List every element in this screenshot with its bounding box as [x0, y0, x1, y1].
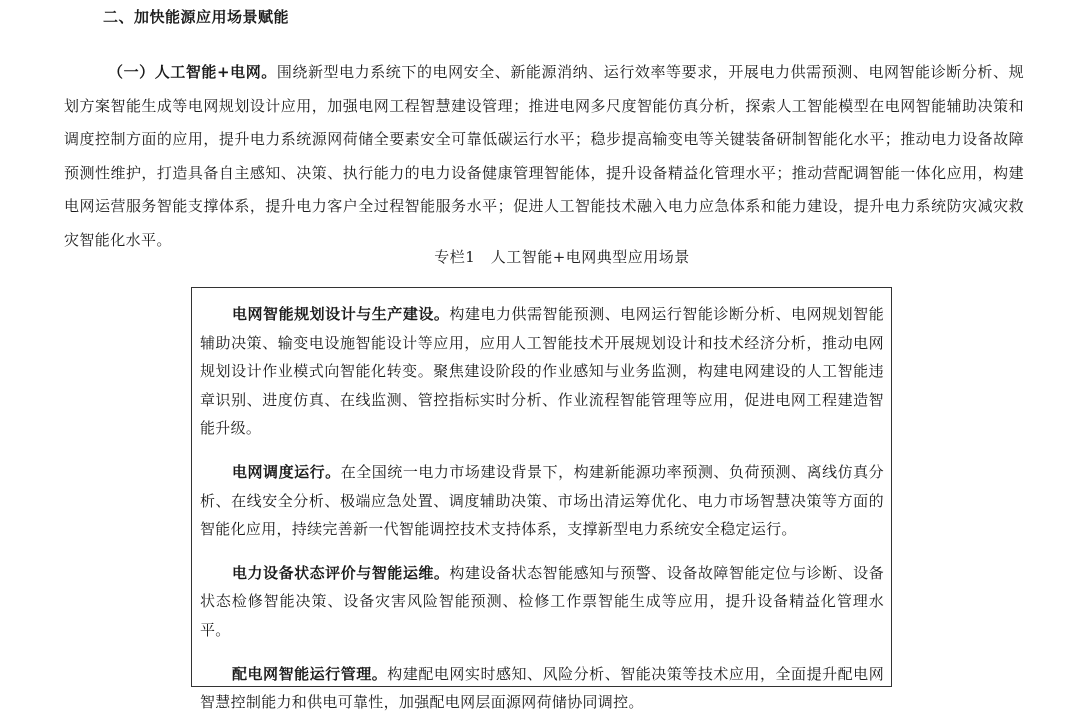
box-item-body: 构建设备状态智能感知与预警、设备故障智能定位与诊断、设备状态检修智能决策、设备灾害风险智能预测、检修工作票智能生成等应用，提升设备精益化管理水平。 — [200, 563, 885, 639]
box-item-lead: 电网调度运行。 — [232, 462, 341, 481]
box-item-grid-dispatch — [200, 458, 884, 544]
box-item-lead: 电力设备状态评价与智能运维。 — [232, 563, 450, 582]
box-item-lead: 配电网智能运行管理。 — [232, 664, 388, 683]
box-caption: 专栏1 人工智能+电网典型应用场景 — [434, 248, 690, 266]
feature-box — [191, 287, 892, 712]
section-heading: 二、加快能源应用场景赋能 — [103, 8, 290, 26]
box-item-body: 构建电力供需智能预测、电网运行智能诊断分析、电网规划智能辅助决策、输变电设施智能设计等应用，应用人工智能技术开展规划设计和技术经济分析，推动电网规划设计作业模式向智能化转变。聚焦建设阶段的作业感知与业务监测，构建电网建设的人工智能违章识别、进度仿真、在线监测、管控指标实时分析、作业流程智能管理等应用，促进电网工程建造智能升级。 — [200, 305, 885, 438]
box-item-equipment-maintenance — [200, 559, 884, 645]
paragraph-body: 围绕新型电力系统下的电网安全、新能源消纳、运行效率等要求，开展电力供需预测、电网智能诊断分析、规划方案智能生成等电网规划设计应用，加强电网工程智慧建设管理；推进电网多尺度智能仿真分析，探索人工智能模型在电网智能辅助决策和调度控制方面的应用，提升电力系统源网荷储全要素安全可靠低碳运行水平；稳步提高输变电等关键装备研制智能化水平；推动电力设备故障预测性维护，打造具备自主感知、决策、执行能力的电力设备健康管理智能体，提升设备精益化管理水平；推动营配调智能一体化应用，构建电网运营服务智能支撑体系，提升电力客户全过程智能服务水平；促进人工智能技术融入电力应急体系和能力建设，提升电力系统防灾减灾救灾智能化水平。 — [64, 63, 1024, 249]
box-item-lead: 电网智能规划设计与生产建设。 — [232, 305, 450, 323]
section-paragraph — [64, 56, 1024, 258]
paragraph-lead: （一）人工智能+电网。 — [108, 63, 277, 81]
box-item-distribution-network — [200, 660, 884, 717]
box-item-body: 构建配电网实时感知、风险分析、智能决策等技术应用，全面提升配电网智慧控制能力和供电可靠性，加强配电网层面源网荷储协同调控。 — [200, 664, 884, 712]
box-item-body: 在全国统一电力市场建设背景下，构建新能源功率预测、负荷预测、离线仿真分析、在线安全分析、极端应急处置、调度辅助决策、市场出清运筹优化、电力市场智慧决策等方面的智能化应用，持续完善新一代智能调控技术支持体系，支撑新型电力系统安全稳定运行。 — [200, 462, 884, 539]
box-item-grid-planning — [200, 300, 884, 443]
